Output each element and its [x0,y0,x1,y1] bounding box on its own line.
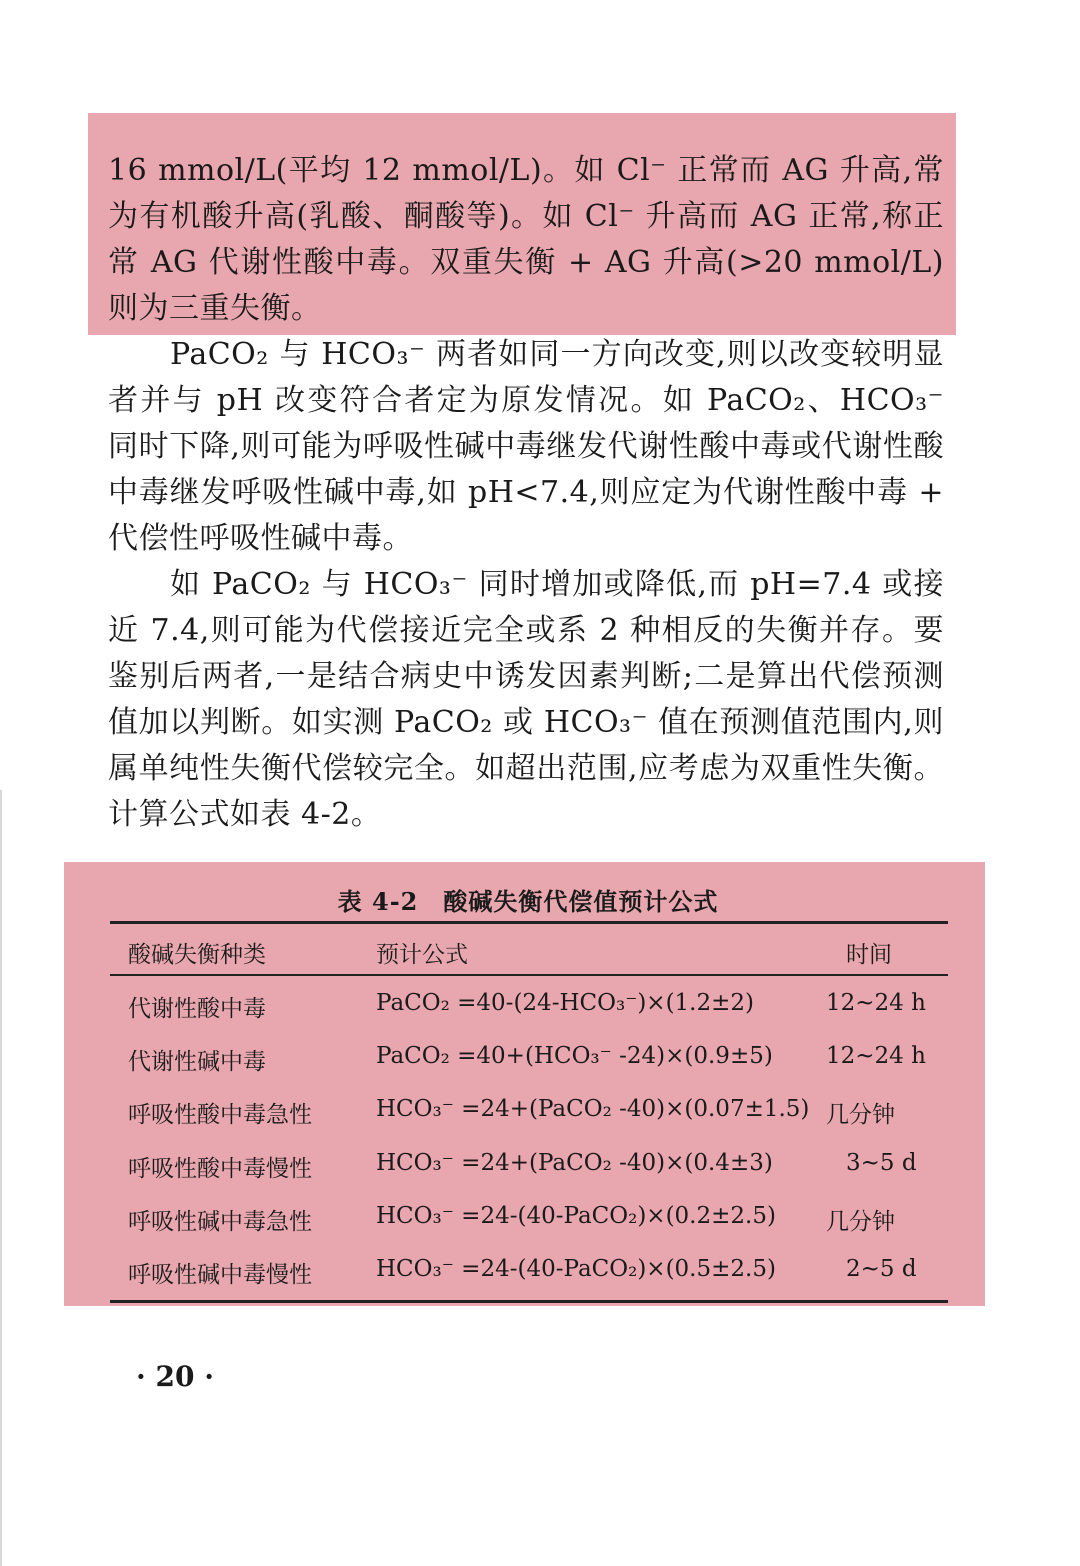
table-cell-type: 代谢性碱中毒 [128,1049,266,1075]
table-cell-time: 几分钟 [826,1209,895,1235]
table-cell-type: 呼吸性酸中毒急性 [128,1102,312,1128]
table-header-time: 时间 [846,942,892,968]
table-cell-type: 代谢性酸中毒 [128,996,266,1022]
paragraph-1: 16 mmol/L(平均 12 mmol/L)。如 Cl⁻ 正常而 AG 升高,常为有机酸升高(乳酸、酮酸等)。如 Cl⁻ 升高而 AG 正常,称正常 AG 代谢性酸中毒。双重失衡 + AG 升高(>20 mmol/L)则为三重失衡。 [108,153,944,326]
table-cell-type: 呼吸性碱中毒慢性 [128,1262,312,1288]
table-cell-type: 呼吸性酸中毒慢性 [128,1156,312,1182]
scan-margin-line [0,790,2,1566]
table-bottom-rule [110,1300,948,1303]
table-cell-formula: PaCO₂ =40-(24-HCO₃⁻)×(1.2±2) [376,990,755,1016]
table-cell-time: 3~5 d [846,1150,917,1176]
highlight-region-table [64,862,985,1306]
table-cell-time: 12~24 h [826,990,926,1016]
table-header-formula: 预计公式 [376,942,468,968]
table-cell-formula: HCO₃⁻ =24-(40-PaCO₂)×(0.2±2.5) [376,1203,776,1229]
table-cell-time: 2~5 d [846,1256,917,1282]
table-top-rule [110,921,948,924]
paragraph-3: 如 PaCO₂ 与 HCO₃⁻ 同时增加或降低,而 pH=7.4 或接近 7.4,则可能为代偿接近完全或系 2 种相反的失衡并存。要鉴别后两者,一是结合病史中诱发因素判断;二是算出代偿预测值加以判断。如实测 PaCO₂ 或 HCO₃⁻ 值在预测值范围内,则属单纯性失衡代偿较完全。如超出范围,应考虑为双重性失衡。计算公式如表 4-2。 [108,567,944,832]
table-cell-time: 几分钟 [826,1102,895,1128]
table-cell-formula: HCO₃⁻ =24+(PaCO₂ -40)×(0.07±1.5) [376,1096,810,1122]
table-cell-formula: HCO₃⁻ =24-(40-PaCO₂)×(0.5±2.5) [376,1256,776,1282]
page-number: · 20 · [136,1360,214,1393]
table-header-rule [110,974,948,976]
paragraph-2: PaCO₂ 与 HCO₃⁻ 两者如同一方向改变,则以改变较明显者并与 pH 改变符合者定为原发情况。如 PaCO₂、HCO₃⁻ 同时下降,则可能为呼吸性碱中毒继发代谢性酸中毒或代谢性酸中毒继发呼吸性碱中毒,如 pH<7.4,则应定为代谢性酸中毒 + 代偿性呼吸性碱中毒。 [108,337,944,556]
table-title: 表 4-2 酸碱失衡代偿值预计公式 [337,887,719,916]
table-cell-type: 呼吸性碱中毒急性 [128,1209,312,1235]
table-header-type: 酸碱失衡种类 [128,942,266,968]
table-cell-formula: HCO₃⁻ =24+(PaCO₂ -40)×(0.4±3) [376,1150,773,1176]
table-cell-time: 12~24 h [826,1043,926,1069]
table-cell-formula: PaCO₂ =40+(HCO₃⁻ -24)×(0.9±5) [376,1043,773,1069]
